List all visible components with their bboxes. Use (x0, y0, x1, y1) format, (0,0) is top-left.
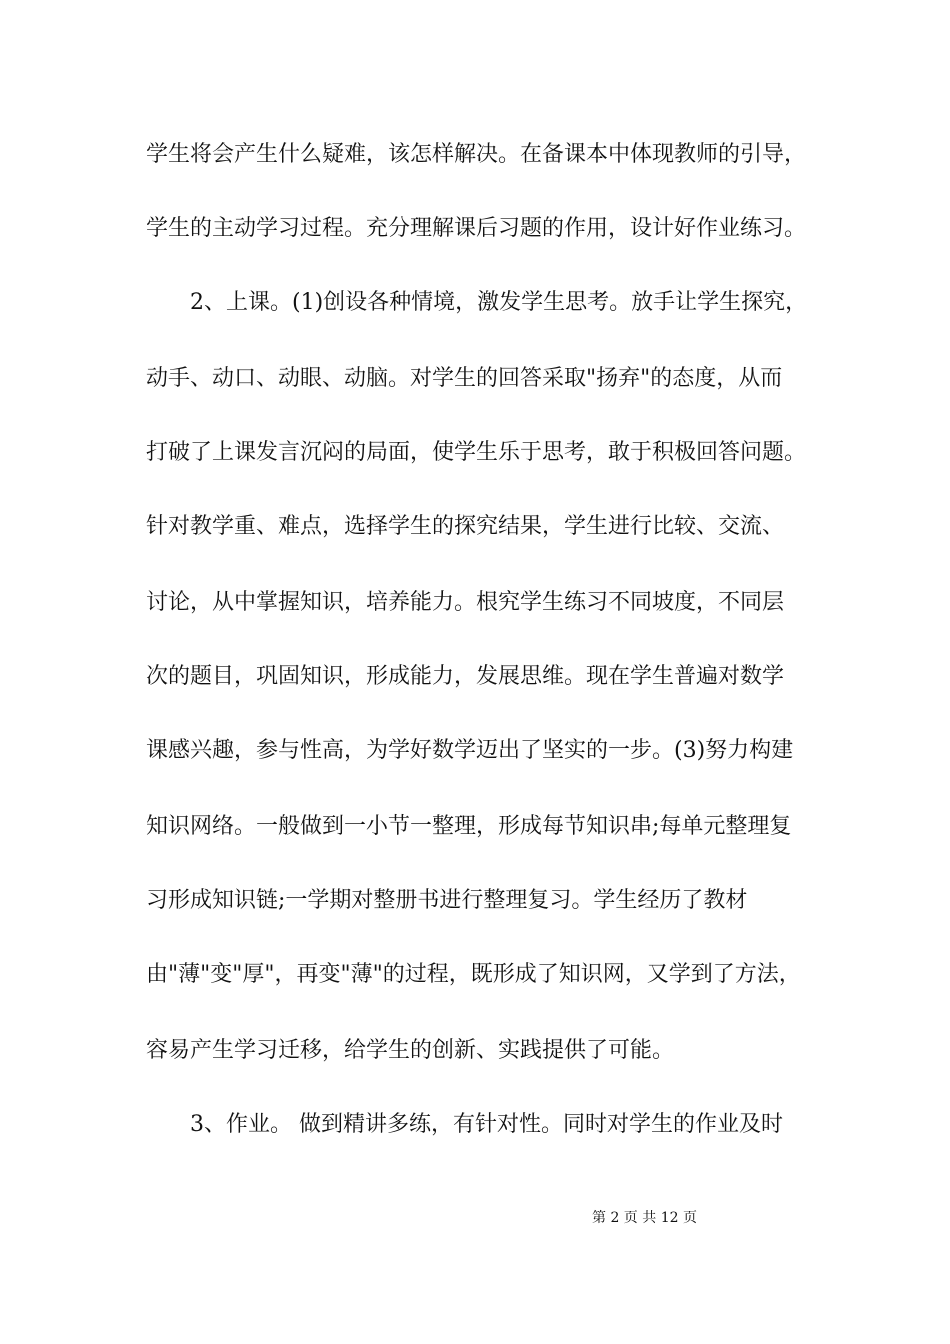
text-line-10: 知识网络。一般做到一小节一整理，形成每节知识串;每单元整理复 (146, 814, 792, 839)
text-line-4: 动手、动口、动眼、动脑。对学生的回答采取"扬弃"的态度，从而 (146, 366, 783, 391)
text-line-2: 学生的主动学习过程。充分理解课后习题的作用，设计好作业练习。 (146, 216, 807, 241)
text-line-14: 3、作业。 做到精讲多练，有针对性。同时对学生的作业及时 (190, 1112, 783, 1137)
text-line-5: 打破了上课发言沉闷的局面，使学生乐于思考，敢于积极回答问题。 (146, 440, 807, 465)
text-line-11: 习形成知识链;一学期对整册书进行整理复习。学生经历了教材 (146, 888, 748, 913)
page-number: 第 2 页 共 12 页 (592, 1210, 697, 1226)
text-line-1: 学生将会产生什么疑难，该怎样解决。在备课本中体现教师的引导， (146, 142, 807, 167)
text-line-12: 由"薄"变"厚"，再变"薄"的过程，既形成了知识网，又学到了方法， (146, 962, 801, 987)
text-line-9: 课感兴趣，参与性高，为学好数学迈出了坚实的一步。(3)努力构建 (146, 738, 794, 763)
text-line-7: 讨论，从中掌握知识，培养能力。根究学生练习不同坡度，不同层 (146, 590, 785, 615)
text-line-13: 容易产生学习迁移，给学生的创新、实践提供了可能。 (146, 1038, 675, 1063)
text-line-6: 针对教学重、难点，选择学生的探究结果，学生进行比较、交流、 (146, 514, 785, 539)
text-line-3: 2、上课。(1)创设各种情境，激发学生思考。放手让学生探究， (190, 290, 808, 315)
text-line-8: 次的题目，巩固知识，形成能力，发展思维。现在学生普遍对数学 (146, 664, 785, 689)
